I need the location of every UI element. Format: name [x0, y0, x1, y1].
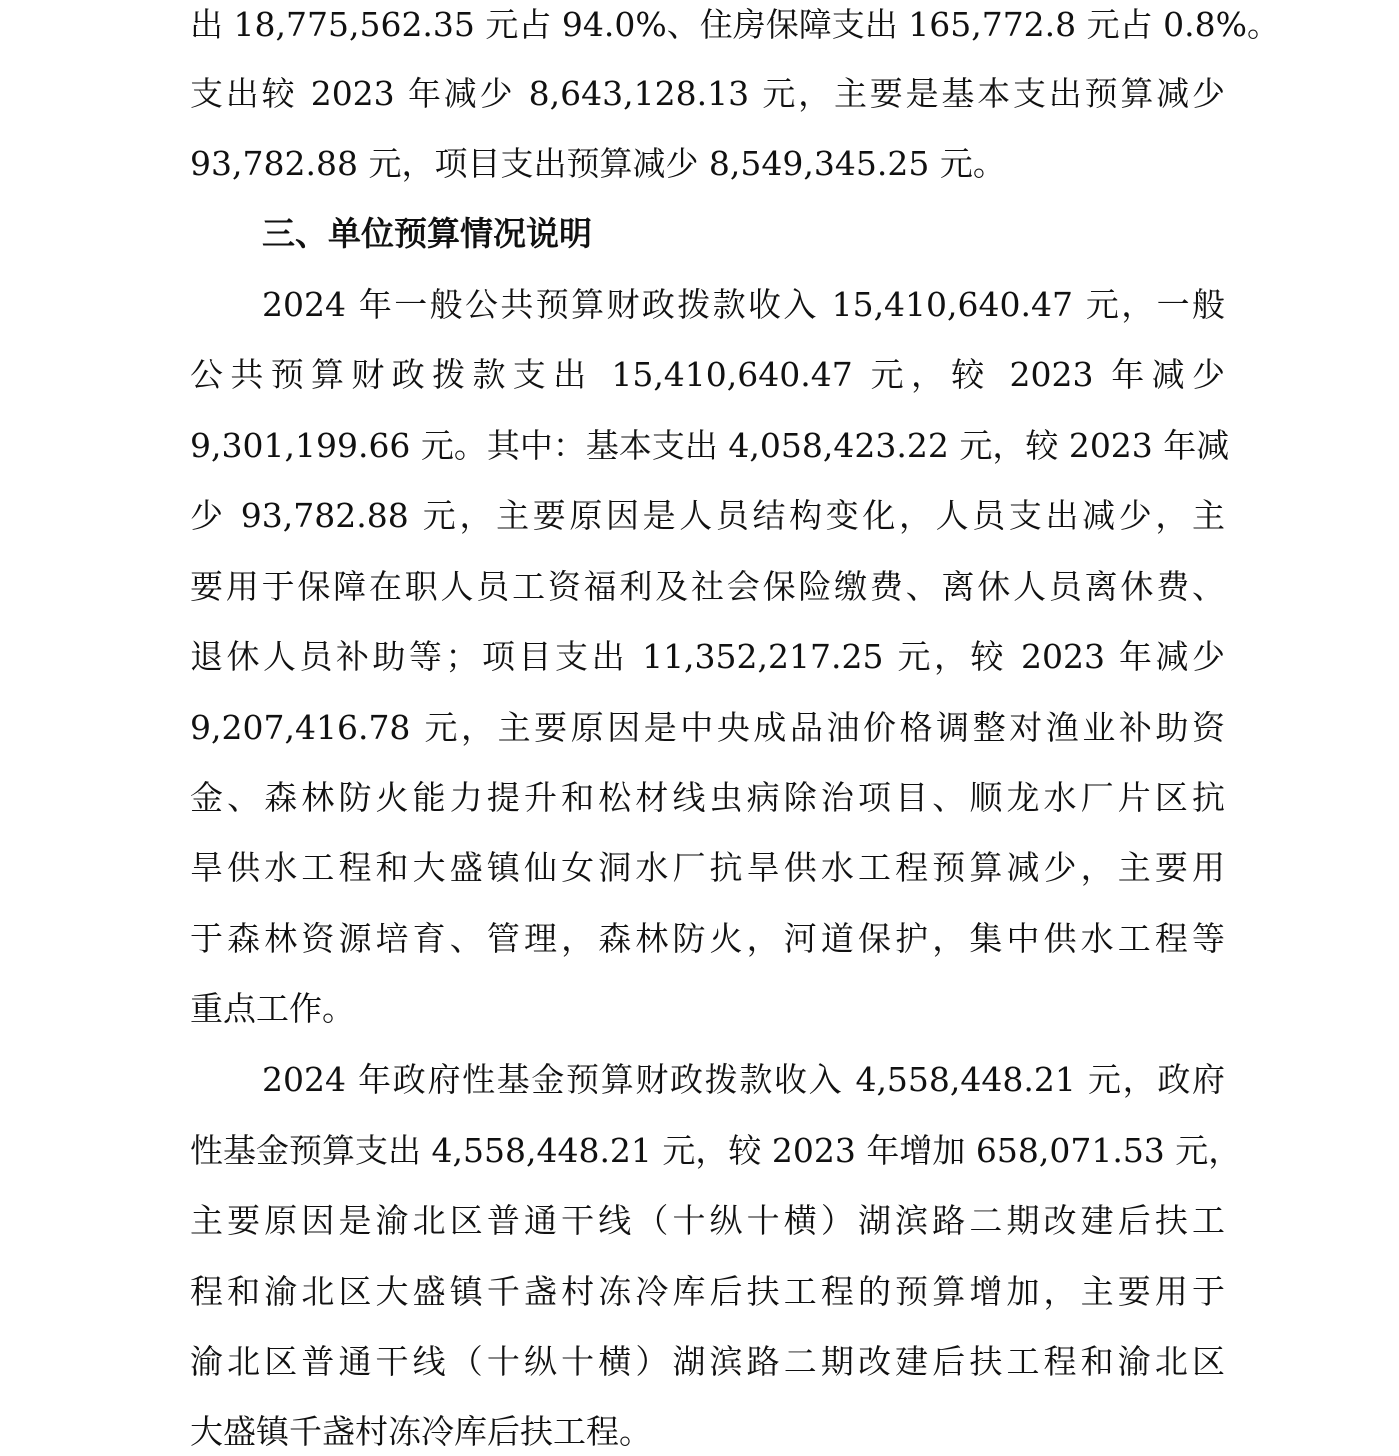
text-line-9: 要用于保障在职人员工资福利及社会保险缴费、离休人员离休费、 — [190, 567, 1225, 606]
text-line-1: 出 18,775,562.35 元占 94.0%、住房保障支出 165,772.8 元占 0.8%。 — [190, 5, 1280, 44]
text-line-16: 2024 年政府性基金预算财政拨款收入 4,558,448.21 元，政府 — [262, 1060, 1225, 1099]
text-line-13: 旱供水工程和大盛镇仙女洞水厂抗旱供水工程预算减少，主要用 — [190, 848, 1225, 887]
text-line-14: 于森林资源培育、管理，森林防火，河道保护，集中供水工程等 — [190, 919, 1225, 958]
text-line-15: 重点工作。 — [190, 989, 355, 1028]
text-line-11: 9,207,416.78 元，主要原因是中央成品油价格调整对渔业补助资 — [190, 708, 1225, 747]
text-line-20: 渝北区普通干线（十纵十横）湖滨路二期改建后扶工程和渝北区 — [190, 1342, 1225, 1381]
text-line-19: 程和渝北区大盛镇千盏村冻冷库后扶工程的预算增加，主要用于 — [190, 1272, 1225, 1311]
text-line-18: 主要原因是渝北区普通干线（十纵十横）湖滨路二期改建后扶工 — [190, 1201, 1225, 1240]
text-line-10: 退休人员补助等；项目支出 11,352,217.25 元，较 2023 年减少 — [190, 637, 1225, 676]
text-line-7: 9,301,199.66 元。其中：基本支出 4,058,423.22 元，较 2023 年减 — [190, 426, 1230, 465]
text-line-3: 93,782.88 元，项目支出预算减少 8,549,345.25 元。 — [190, 144, 1006, 183]
section-heading-3: 三、单位预算情况说明 — [262, 214, 592, 253]
text-line-5: 2024 年一般公共预算财政拨款收入 15,410,640.47 元，一般 — [262, 285, 1225, 324]
text-line-12: 金、森林防火能力提升和松材线虫病除治项目、顺龙水厂片区抗 — [190, 778, 1225, 817]
text-line-17: 性基金预算支出 4,558,448.21 元，较 2023 年增加 658,071.53 元， — [190, 1131, 1242, 1170]
text-line-21: 大盛镇千盏村冻冷库后扶工程。 — [190, 1412, 652, 1451]
text-line-8: 少 93,782.88 元，主要原因是人员结构变化，人员支出减少，主 — [190, 496, 1225, 535]
text-line-6: 公共预算财政拨款支出 15,410,640.47 元，较 2023 年减少 — [190, 355, 1225, 394]
text-line-2: 支出较 2023 年减少 8,643,128.13 元，主要是基本支出预算减少 — [190, 74, 1225, 113]
